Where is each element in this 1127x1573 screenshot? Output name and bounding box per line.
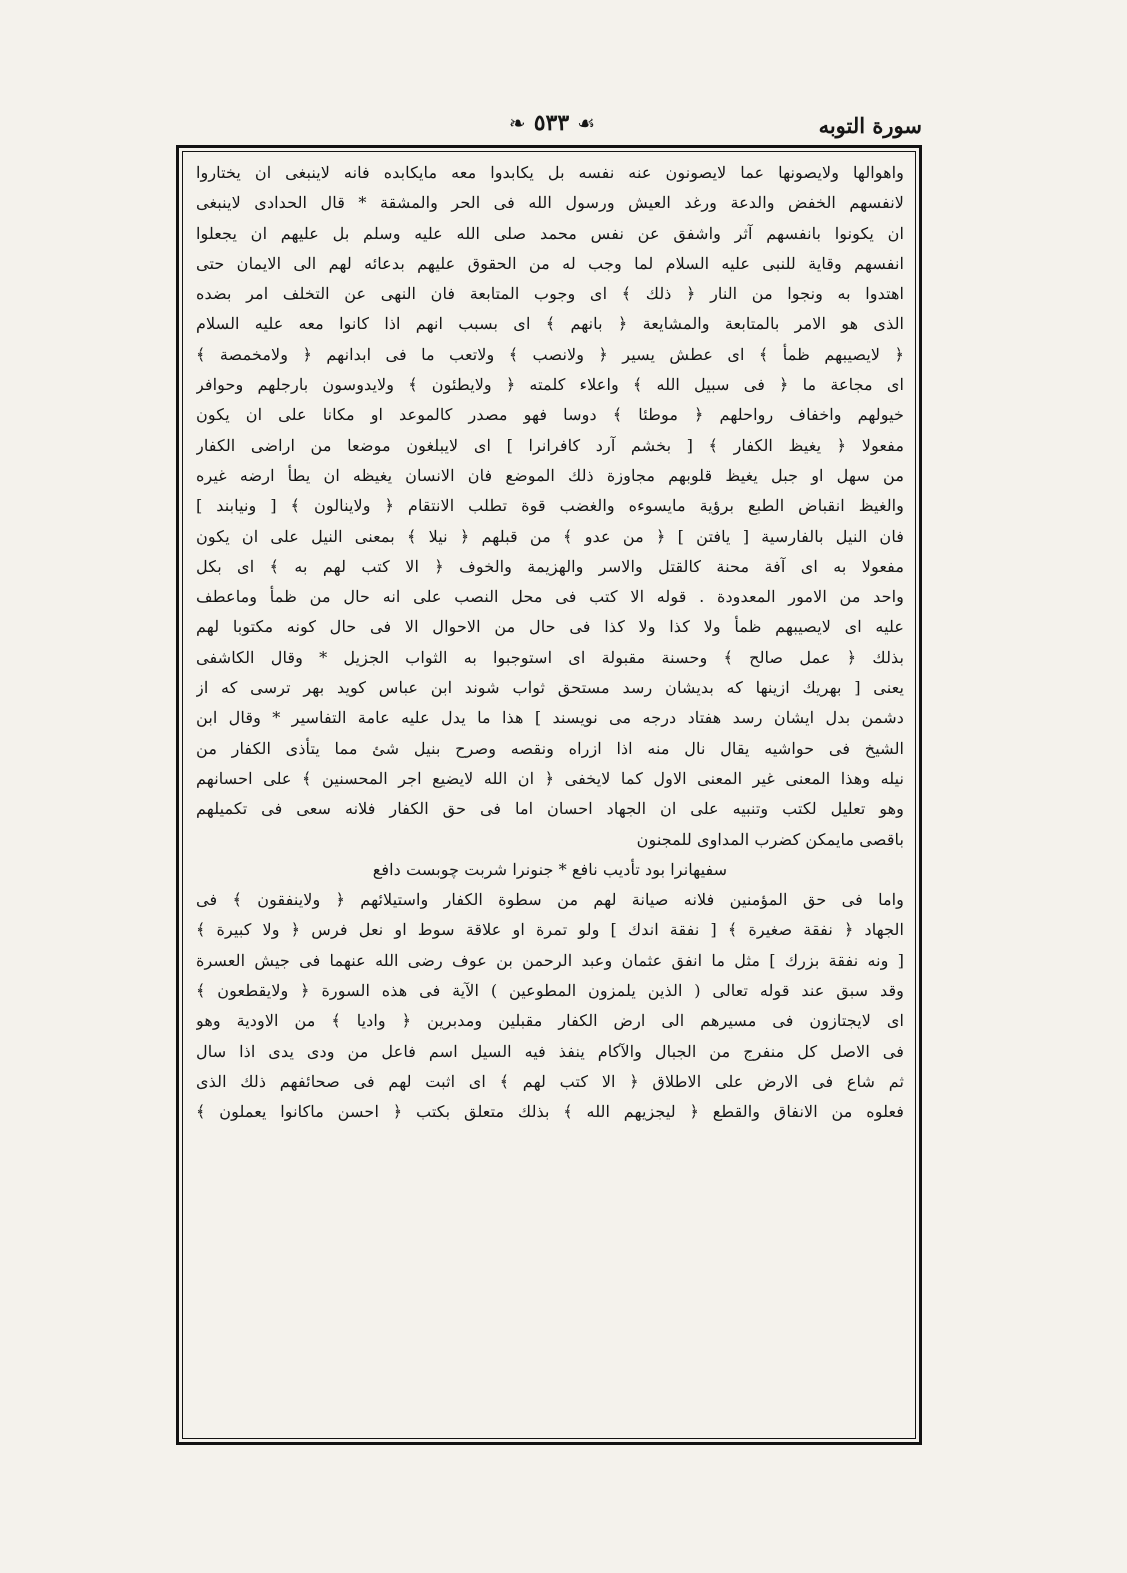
text-line: ان يكونوا بانفسهم آثر واشفق عن نفس محمد صلى الله عليه وسلم بل عليهم ان يجعلوا (196, 223, 904, 243)
text-line: لانفسهم الخفض والدعة ورغد العيش ورسول الله فى الحر والمشقة * قال الحدادى لاينبغى (196, 193, 904, 213)
text-line: اى مجاعة ما ﴿ فى سبيل الله ﴾ واعلاء كلمته ﴿ ولايطئون ﴾ ولايدوسون بارجلهم وحوافر (196, 375, 904, 395)
text-line: ثم شاع فى الارض على الاطلاق ﴿ الا كتب لهم ﴾ اى اثبت لهم فى صحائفهم ذلك الذى (196, 1071, 904, 1091)
text-line: واما فى حق المؤمنين فلانه صيانة لهم من سطوة الكفار واستيلائهم ﴿ ولاينفقون ﴾ فى (196, 890, 904, 910)
text-line: وهو تعليل لكتب وتنبيه على ان الجهاد احسان اما فى حق الكفار فلانه سعى فى تكميلهم (196, 799, 904, 819)
text-line: خيولهم واخفاف رواحلهم ﴿ موطئا ﴾ دوسا فهو مصدر كالموعد او مكانا على ان يكون (196, 405, 904, 425)
text-line: بذلك ﴿ عمل صالح ﴾ وحسنة مقبولة اى استوجبوا به الثواب الجزيل * وقال الكاشفى (196, 647, 904, 667)
text-line: الشيخ فى حواشيه يقال نال منه اذا ازراه ونقصه وصرح بنيل شئ مما يتأذى الكفار من (196, 738, 904, 758)
page-number-group (509, 110, 595, 136)
text-line: فى الاصل كل منفرج من الجبال والآكام ينفذ فيه السيل اسم فاعل من ودى يدى اذا سال (196, 1041, 904, 1061)
text-line: يعنى [ بهريك ازينها كه بديشان رسد مستحق ثواب شوند ابن عباس كويد بهر ترسى كه از (196, 678, 904, 698)
ornament-left-icon: ❧ (508, 111, 526, 135)
text-line: من سهل او جبل يغيظ قلوبهم مجاوزة ذلك الموضع فان الانسان يغيظه ان يطأ ارضه غيره (196, 465, 904, 485)
ornament-right-icon: ☙ (577, 111, 596, 135)
text-line: دشمن بدل ايشان رسد هفتاد درجه مى نويسند ] هذا ما يدل عليه عامة التفاسير * وقال ابن (196, 708, 904, 728)
text-line: مفعولا به اى آفة محنة كالقتل والاسر والهزيمة والخوف ﴿ الا كتب لهم به ﴾ اى بكل (196, 556, 904, 576)
text-line: وقد سبق عند قوله تعالى ( الذين يلمزون المطوعين ) الآية فى هذه السورة ﴿ ولايقطعون ﴾ (196, 981, 904, 1001)
text-line: ﴿ لايصيبهم ظمأ ﴾ اى عطش يسير ﴿ ولانصب ﴾ ولاتعب ما فى ابدانهم ﴿ ولامخمصة ﴾ (196, 344, 904, 364)
text-line: فان النيل بالفارسية [ يافتن ] ﴿ من عدو ﴾ من قبلهم ﴿ نيلا ﴾ بمعنى النيل على ان يكون (196, 526, 904, 546)
text-line: [ ونه نفقة بزرك ] مثل ما انفق عثمان وعبد الرحمن بن عوف رضى الله عنهما فى جيش العسرة (196, 950, 904, 970)
text-line: نيله وهذا المعنى غير المعنى الاول كما لايخفى ﴿ ان الله لايضيع اجر المحسنين ﴾ على احسانهم (196, 768, 904, 788)
text-line: الجهاد ﴿ نفقة صغيرة ﴾ [ نفقة اندك ] ولو تمرة او علاقة سوط او نعل فرس ﴿ ولا كبيرة ﴾ (196, 920, 904, 940)
page-header (182, 108, 922, 142)
text-line: باقصى مايمكن كضرب المداوى للمجنون (636, 829, 904, 849)
verse-line: سفيهانرا بود تأديب نافع * جنونرا شربت چوبست دافع (372, 859, 728, 879)
text-line: عليه اى لايصيبهم ظمأ ولا كذا ولا كذا فى حال من الاحوال الا فى حال كونه مكتوبا لهم (196, 617, 904, 637)
text-line: والغيظ انقباض الطبع برؤية مايسوءه والغضب قوة تطلب الانتقام ﴿ ولاينالون ﴾ [ ونيابند ] (196, 496, 904, 516)
page-number: ٥٣٣ (533, 110, 570, 136)
text-line: اى لايجتازون فى مسيرهم الى ارض الكفار مقبلين ومدبرين ﴿ واديا ﴾ من الاودية وهو (196, 1011, 904, 1031)
text-line: انفسهم وقاية للنبى عليه السلام لما وجب له من الحقوق عليهم بدعائه لهم الى الايمان حتى (196, 253, 904, 273)
text-line: الذى هو الامر بالمتابعة والمشايعة ﴿ بانهم ﴾ اى بسبب انهم اذا كانوا معه عليه السلام (196, 314, 904, 334)
text-line: واحد من الامور المعدودة . قوله الا كتب فى محل النصب على انه حال من ظمأ وماعطف (196, 587, 904, 607)
text-line: اهتدوا به ونجوا من النار ﴿ ذلك ﴾ اى وجوب المتابعة فان النهى عن التخلف امر بضده (196, 284, 904, 304)
text-line: فعلوه من الانفاق والقطع ﴿ ليجزيهم الله ﴾ بذلك متعلق بكتب ﴿ احسن ماكانوا يعملون ﴾ (196, 1102, 904, 1122)
main-text-block (196, 158, 904, 1433)
text-line: مفعولا ﴿ يغيظ الكفار ﴾ [ بخشم آرد كافرانرا ] اى لايبلغون موضعا من اراضى الكفار (196, 435, 904, 455)
surah-title: سورة التوبه (818, 112, 922, 138)
text-line: واهوالها ولايصونها عما لايصونون عنه نفسه بل يكابدوا معه مايكابده فانه لاينبغى ان يختاروا (196, 163, 904, 182)
